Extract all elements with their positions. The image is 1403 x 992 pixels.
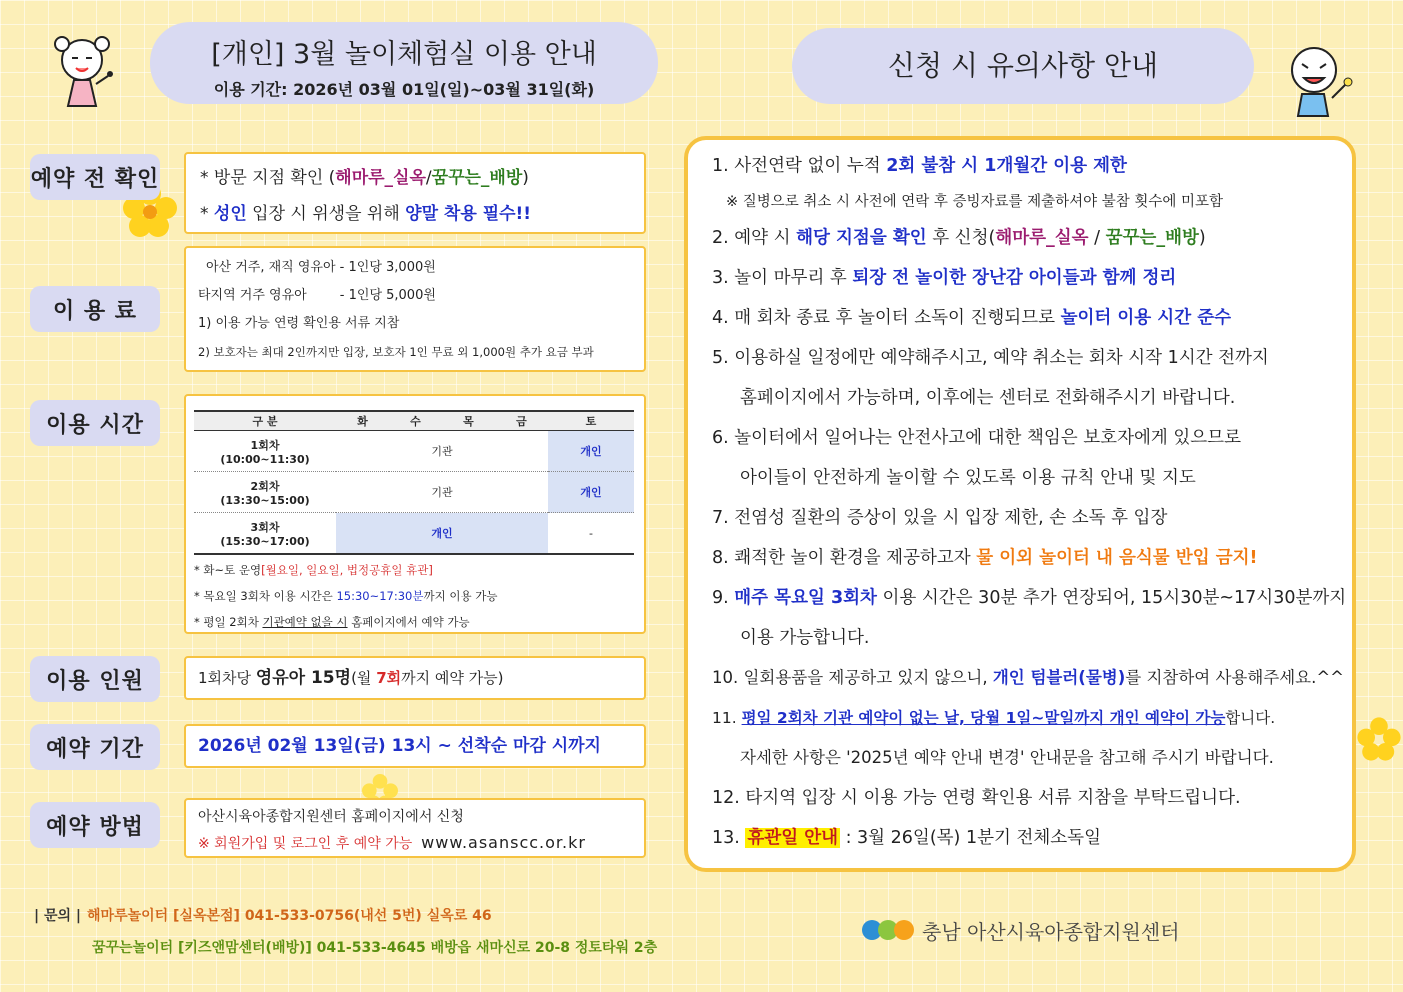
rule-6-cont: 아이들이 안전하게 놀이할 수 있도록 이용 규칙 안내 및 지도 <box>740 468 1196 488</box>
table-row: 2회차 (13:30~15:00) 기관 개인 <box>194 472 634 513</box>
fee-line: 1) 이용 가능 연령 확인용 서류 지참 <box>198 316 400 331</box>
rule-6: 6. 놀이터에서 일어나는 안전사고에 대한 책임은 보호자에게 있으므로 <box>712 428 1241 448</box>
method-line-1: 아산시육아종합지원센터 홈페이지에서 신청 <box>198 809 464 825</box>
rules-list <box>712 146 1347 858</box>
notice-title-banner <box>792 28 1254 104</box>
rule-2: 2. 예약 시 해당 지점을 확인 후 신청(해마루_실옥 / 꿈꾸는_배방) <box>712 228 1206 248</box>
time-note-1: * 화~토 운영[월요일, 일요일, 법정공휴일 휴관] <box>194 563 433 577</box>
rule-9: 9. 매주 목요일 3회차 이용 시간은 30분 추가 연장되어, 15시30분~17시30분까지 <box>712 588 1347 608</box>
table-header: 목 <box>442 411 495 431</box>
people-label: 이용 인원 <box>30 656 160 702</box>
rule-10: 10. 일회용품을 제공하고 있지 않으니, 개인 텀블러(물병)를 지참하여 사용해주세요.^^ <box>712 668 1344 687</box>
rule-12: 12. 타지역 입장 시 이용 가능 연령 확인용 서류 지참을 부탁드립니다. <box>712 788 1241 808</box>
confirm-label: 예약 전 확인 <box>30 154 160 200</box>
rule-5: 5. 이용하실 일정에만 예약해주시고, 예약 취소는 회차 시작 1시간 전까지 <box>712 348 1269 368</box>
table-header: 토 <box>548 411 634 431</box>
table-row: 1회차 (10:00~11:30) 기관 개인 <box>194 431 634 472</box>
contact-line-1: 해마루놀이터 [실옥본점] 041-533-0756(내선 5번) 실옥로 46 <box>87 908 492 924</box>
rule-4: 4. 매 회차 종료 후 놀이터 소독이 진행되므로 놀이터 이용 시간 준수 <box>712 308 1232 328</box>
time-label: 이용 시간 <box>30 400 160 446</box>
rule-3: 3. 놀이 마무리 후 퇴장 전 놀이한 장난감 아이들과 함께 정리 <box>712 268 1177 288</box>
fee-box <box>184 246 646 372</box>
contact-prefix: | 문의 | <box>34 908 82 924</box>
table-header: 화 <box>336 411 389 431</box>
rule-9-cont: 이용 가능합니다. <box>740 628 870 648</box>
period-text: 이용 기간: 2026년 03월 01일(일)~03월 31일(화) <box>213 80 595 99</box>
rule-5-cont: 홈페이지에서 가능하며, 이후에는 센터로 전화해주시기 바랍니다. <box>740 388 1236 408</box>
rule-1: 1. 사전연락 없이 누적 2회 불참 시 1개월간 이용 제한 <box>712 156 1127 176</box>
center-logo <box>860 910 1180 950</box>
rule-1-note: ※ 질병으로 취소 시 사전에 연락 후 증빙자료를 제출하셔야 불참 횟수에 미포함 <box>726 194 1224 210</box>
rule-8: 8. 쾌적한 놀이 환경을 제공하고자 물 이외 놀이터 내 음식물 반입 금지! <box>712 548 1258 568</box>
page-title: [개인] 3월 놀이체험실 이용 안내 <box>211 39 597 70</box>
rule-11: 11. 평일 2회차 기관 예약이 없는 날, 당월 1일~말일까지 개인 예약이 가능합니다. <box>712 709 1276 727</box>
rule-11-cont: 자세한 사항은 '2025년 예약 안내 변경' 안내문을 참고해 주시기 바랍니다. <box>740 748 1274 767</box>
time-note-2: * 목요일 3회차 이용 시간은 15:30~17:30분까지 이용 가능 <box>194 589 498 603</box>
time-note-3: * 평일 2회차 기관예약 없을 시 홈페이지에서 예약 가능 <box>194 615 470 629</box>
center-logo-icon <box>860 913 916 947</box>
method-line-2: ※ 회원가입 및 로그인 후 예약 가능 www.asanscc.or.kr <box>198 833 586 852</box>
rule-7: 7. 전염성 질환의 증상이 있을 시 입장 제한, 손 소독 후 입장 <box>712 508 1168 528</box>
table-header: 수 <box>389 411 442 431</box>
contact-line-2: 꿈꾸는놀이터 [키즈앤맘센터(배방)] 041-533-4645 배방읍 새마신로 20-8 정토타워 2층 <box>92 940 658 956</box>
period-value: 2026년 02월 13일(금) 13시 ~ 선착순 마감 시까지 <box>198 736 601 756</box>
schedule-table <box>194 410 634 555</box>
boy-doodle-icon <box>1280 40 1360 120</box>
homepage-link[interactable]: www.asanscc.or.kr <box>421 833 586 852</box>
method-box <box>184 798 646 858</box>
table-row: 3회차 (15:30~17:00) 개인 - <box>194 513 634 555</box>
notice-title: 신청 시 유의사항 안내 <box>887 49 1159 82</box>
fee-line: 아산 거주, 재직 영유아 - 1인당 3,000원 <box>206 260 436 275</box>
method-label: 예약 방법 <box>30 802 160 848</box>
main-title-banner <box>150 22 658 104</box>
fee-label: 이 용 료 <box>30 286 160 332</box>
rule-13: 13. 휴관일 안내 : 3월 26일(목) 1분기 전체소독일 <box>712 828 1101 848</box>
contact-info <box>34 900 657 964</box>
center-name: 충남 아산시육아종합지원센터 <box>922 919 1180 944</box>
holiday-highlight: 휴관일 안내 <box>747 828 839 848</box>
girl-doodle-icon <box>48 32 128 112</box>
period-label: 예약 기간 <box>30 724 160 770</box>
table-header: 금 <box>495 411 548 431</box>
yellow-flower-icon <box>1355 715 1403 763</box>
confirm-line-2: * 성인 입장 시 위생을 위해 양말 착용 필수!! <box>200 204 532 224</box>
confirm-line-1: * 방문 지점 확인 (해마루_실옥/꿈꾸는_배방) <box>200 168 529 188</box>
confirm-box <box>184 152 646 234</box>
fee-line: 타지역 거주 영유아 - 1인당 5,000원 <box>198 288 436 303</box>
table-header: 구 분 <box>194 411 336 431</box>
fee-line: 2) 보호자는 최대 2인까지만 입장, 보호자 1인 무료 외 1,000원 추가 요금 부과 <box>198 345 594 359</box>
people-box: 1회차당 영유아 15명(월 7회까지 예약 가능) <box>184 656 646 700</box>
period-box <box>184 724 646 768</box>
time-box <box>184 394 646 634</box>
